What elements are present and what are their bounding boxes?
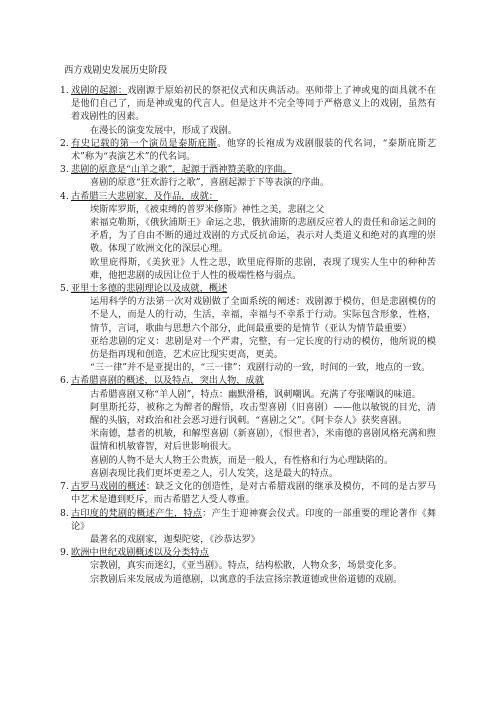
section-number: 9. xyxy=(60,547,69,559)
section-paragraph: 阿里斯托芬，被称之为醉者的醒悟，攻击型喜剧（旧喜剧）——他以敏锐的目光，清醒的头脑，对政治和社会恶习进行讽刺。“喜剧之父”。《阿卡奈人》获奖喜剧。 xyxy=(90,401,436,427)
section-paragraph: 喜剧的人物不是大人物王公贵族，而是一般人，有性格和行为心理缺陷的。 xyxy=(90,454,394,466)
section-number: 6. xyxy=(60,375,69,387)
section-heading-underlined: 亚里士多德的悲剧理论以及成就，概述 xyxy=(71,283,228,295)
section-number: 8. xyxy=(60,507,69,519)
section-paragraph: 宗教剧，真实而迷幻，《亚当剧》。特点，结构松散，人物众多，场景变化多。 xyxy=(90,560,403,572)
section-heading-text xyxy=(71,190,436,203)
section-heading xyxy=(60,507,436,533)
section-6 xyxy=(60,374,436,480)
section-heading xyxy=(60,190,436,203)
section-paragraph: 埃斯库罗斯，《被束缚的普罗米修斯》神性之美，悲剧之父 xyxy=(90,203,325,215)
section-1 xyxy=(60,84,436,137)
section-7 xyxy=(60,480,436,506)
section-heading xyxy=(60,282,436,295)
section-paragraph: “三一律”并不是亚提出的，“三一律”：戏剧行动的一致，时间的一致，地点的一致。 xyxy=(90,362,431,374)
section-heading-underlined: 古印度的梵剧的概述产生，特点 xyxy=(71,507,203,519)
section-heading-underlined: 悲剧的原意是“山羊之歌”，起源于酒神赞美歌的序曲。 xyxy=(71,164,292,176)
section-heading-underlined: 有史记载的第一个演员是泰斯庇斯 xyxy=(71,137,218,149)
section-paragraph: 亚给悲剧的定义：悲剧是对一个严肃，完整，有一定长度的行动的模仿，他所说的模仿是指再现和创造，艺术应比现实更高，更美。 xyxy=(90,335,436,361)
section-2 xyxy=(60,137,436,163)
section-heading xyxy=(60,480,436,506)
section-8 xyxy=(60,507,436,547)
section-heading xyxy=(60,546,436,559)
section-paragraph: 喜剧的原意“狂欢游行之歌”，喜剧起源于下等表演的序曲。 xyxy=(90,177,330,189)
document-title: 西方戏剧史发展历史阶段 xyxy=(64,65,168,76)
section-4 xyxy=(60,190,436,282)
section-paragraph: 索福克勒斯，《俄狄浦斯王》命运之悲，俄狄浦斯的悲剧反应着人的责任和命运之间的矛盾，为了自由不断的通过戏剧的方式反抗命运，表示对人类道义和绝对的真理的崇敬。体现了欧洲文化的深层心理。 xyxy=(90,217,436,255)
document-body xyxy=(60,84,436,586)
section-heading-underlined: 欧洲中世纪戏剧概述以及分类特点 xyxy=(71,547,209,559)
section-number: 3. xyxy=(60,164,69,176)
section-heading-text xyxy=(71,546,436,559)
section-paragraph: 运用科学的方法第一次对戏剧做了全面系统的阐述：戏剧源于模仿，但是悲剧模仿的不是人，而是人的行动，生活，幸福，幸福与不幸系于行动。实际包含形象，性格，情节，言词，歌曲与思想六个部分，此间最重要的是情节（亚认为情节最重要） xyxy=(90,296,436,334)
section-number: 1. xyxy=(60,85,69,96)
section-heading-text xyxy=(71,507,436,533)
section-paragraph: 古希腊喜剧又称“羊人剧”，特点：幽默滑稽，讽刺嘲讽。充满了夸张嘲讽的味道。 xyxy=(90,388,421,400)
section-heading-text xyxy=(71,163,436,176)
section-paragraph: 米南德，慧者的机敏，和解型喜剧（新喜剧），《恨世者》，米南德的喜剧风格充满和煦温情和机敏睿智，对后世影响很大。 xyxy=(90,428,436,453)
section-heading-underlined: 古罗马戏剧的概述 xyxy=(71,481,146,493)
section-heading-underlined: 戏剧的起源： xyxy=(71,85,128,96)
section-heading-text xyxy=(71,84,436,124)
section-heading xyxy=(60,84,436,124)
section-heading xyxy=(60,137,436,163)
section-heading-underlined: 古希腊喜剧的概述，以及特点，突出人物，成就 xyxy=(71,375,264,387)
section-heading-text xyxy=(71,282,436,295)
section-paragraph: 在漫长的演变发展中，形成了戏剧。 xyxy=(90,124,237,136)
section-number: 5. xyxy=(60,283,69,295)
section-heading-text xyxy=(71,480,436,506)
section-heading xyxy=(60,163,436,176)
section-number: 4. xyxy=(60,190,69,202)
section-heading-underlined: 古希腊三大悲剧家，及作品，成就： xyxy=(71,190,218,202)
section-paragraph: 宗教剧后来发展成为道德剧，以寓意的手法宣扬宗教道德或世俗道德的戏剧。 xyxy=(90,573,403,585)
section-heading xyxy=(60,374,436,387)
section-number: 7. xyxy=(60,481,69,493)
section-paragraph: 欧里庇得斯，《美狄亚》人性之思，欧里庇得斯的悲剧，表现了现实人生中的种种苦难，他把悲剧的成因让位于人性的极端性格与弱点。 xyxy=(90,256,436,281)
section-heading-rest: 。他穿的长袍成为戏剧服装的代名词，“泰斯庇斯艺术”称为“表演艺术”的代名词。 xyxy=(71,137,437,163)
section-number: 2. xyxy=(60,137,69,149)
section-heading-rest: ：产生于迎神赛会仪式。印度的一部重要的理论著作《舞论》 xyxy=(71,507,437,532)
section-heading-rest: 戏剧源于原始初民的祭祀仪式和庆典活动。巫师带上了神或鬼的面具就不在是他们自己了，而是神或鬼的代言人。但是这并不完全等同于严格意义上的戏剧，虽然有着戏剧性的因素。 xyxy=(71,85,437,123)
section-heading-text xyxy=(71,137,436,163)
section-paragraph: 最著名的戏剧家，迦梨陀娑，《沙恭达罗》 xyxy=(90,533,260,545)
section-heading-rest: ：缺乏文化的创造性，是对古希腊戏剧的继承及模仿，不同的是古罗马中艺术是遭到贬斥，而古希腊艺人受人尊重。 xyxy=(71,481,437,506)
section-paragraph: 喜剧表现比我们更坏更差之人，引人发笑，这是最大的特点。 xyxy=(90,467,339,479)
section-5 xyxy=(60,282,436,374)
section-3 xyxy=(60,163,436,189)
section-9 xyxy=(60,546,436,586)
section-heading-text xyxy=(71,374,436,387)
